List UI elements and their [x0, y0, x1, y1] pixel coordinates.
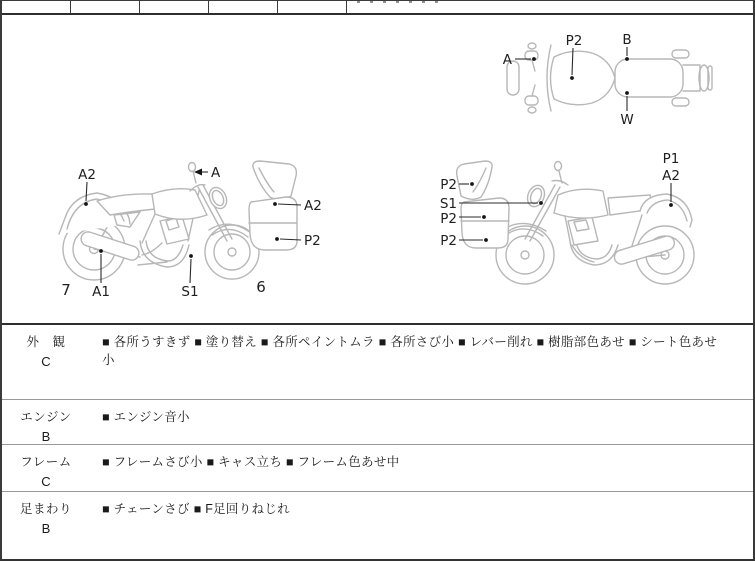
label-6: 6: [256, 278, 266, 296]
fuel-tank-top-view: [551, 51, 616, 105]
grab-rail: [672, 98, 689, 106]
engine: [160, 216, 189, 244]
category-exterior: 外 観: [26, 335, 66, 349]
handlebar-grip-right: [525, 96, 538, 105]
handlebar: [552, 181, 568, 186]
grade-badge: C: [41, 474, 51, 489]
mirror-icon: [189, 163, 196, 172]
truncated-header-cell: [209, 1, 278, 13]
table-row: [2, 399, 753, 444]
label-p2: P2: [304, 233, 321, 249]
notes-undercarriage: ■ チェーンさび ■ F足回りねじれ: [102, 502, 290, 516]
label-s1: S1: [439, 196, 457, 212]
truncated-header-row: [2, 1, 753, 15]
notes-exterior: ■ 各所うすきず ■ 塗り替え ■ 各所ペイントムラ ■ 各所さび小 ■ レバー削れ ■ 樹脂部色あせ ■ シート色あせ小: [102, 335, 718, 367]
damage-diagram-area: [2, 15, 753, 325]
label-7: 7: [61, 281, 71, 299]
mirror-icon: [528, 43, 536, 49]
label-a1: A1: [92, 284, 110, 300]
label-p2: P2: [565, 33, 583, 49]
left-side-diagram: [59, 161, 322, 300]
mirror-icon: [555, 162, 562, 171]
cutoff-text-remnant: [357, 1, 442, 3]
grade-badge: B: [41, 429, 51, 444]
table-row: [2, 444, 753, 491]
truncated-header-cell: [2, 1, 71, 13]
truncated-header-cell: [278, 1, 347, 13]
fuel-tank: [554, 189, 608, 218]
category-engine: エンジン: [20, 410, 72, 424]
label-a2: A2: [662, 168, 680, 184]
truncated-header-cell: [71, 1, 140, 13]
truncated-header-cell: [140, 1, 209, 13]
grade-badge: C: [41, 354, 51, 369]
exhaust-pipe: [142, 243, 162, 255]
table-row: [2, 491, 753, 559]
notes-frame: ■ フレームさび小 ■ キャス立ち ■ フレーム色あせ中: [102, 455, 400, 469]
label-p2: P2: [440, 211, 457, 227]
notes-engine: ■ エンジン音小: [102, 410, 190, 424]
detached-windscreen: [253, 161, 296, 199]
top-view-diagram: [503, 32, 712, 128]
label-a2: A2: [78, 167, 96, 183]
label-a: A: [211, 165, 221, 181]
rear-body-top-view: [683, 65, 700, 91]
label-w: W: [620, 112, 634, 128]
detached-windscreen: [457, 161, 492, 199]
grab-rail: [672, 50, 689, 58]
label-b: B: [622, 32, 632, 48]
label-a: A: [502, 52, 512, 68]
label-p1: P1: [662, 151, 680, 167]
label-a2: A2: [304, 198, 322, 214]
grade-badge: B: [41, 521, 51, 536]
label-p2: P2: [440, 233, 457, 249]
truncated-header-cell: [347, 1, 753, 13]
category-frame: フレーム: [20, 455, 72, 469]
label-p2: P2: [440, 177, 457, 193]
mirror-stem: [193, 171, 196, 183]
label-s1: S1: [181, 284, 199, 300]
category-undercarriage: 足まわり: [19, 502, 72, 516]
table-row: [2, 325, 753, 399]
motorcycle-diagrams: [2, 15, 753, 323]
inspection-table: [2, 325, 753, 559]
muffler: [613, 234, 676, 266]
right-side-diagram: [440, 151, 694, 284]
seat-top-view: [615, 59, 683, 97]
mirror-icon: [528, 107, 536, 113]
